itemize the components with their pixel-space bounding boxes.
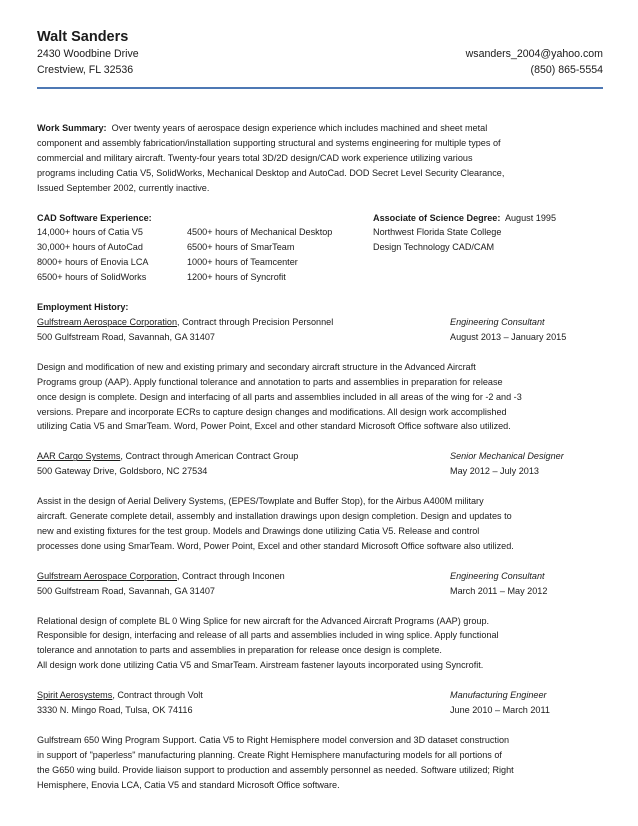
job-description-line: Relational design of complete BL 0 Wing Splice for new aircraft for the Advanced Aircraft Programs (AAP) group.	[37, 615, 490, 626]
company-address: 3330 N. Mingo Road, Tulsa, OK 74116	[37, 705, 193, 716]
cad-skill: 1000+ hours of Teamcenter	[187, 257, 298, 268]
job-description-line: in support of "paperless" manufacturing planning. Create Right Hemisphere manufacturing models for all portions of	[37, 749, 502, 760]
email-address[interactable]: wsanders_2004@yahoo.com	[465, 48, 603, 60]
company-link[interactable]: AAR Cargo Systems	[37, 451, 121, 462]
job-description-line: Hemisphere, Enovia LCA, Catia V5 and standard Microsoft Office software.	[37, 779, 340, 790]
cad-skill: 1200+ hours of Syncrofit	[187, 272, 286, 283]
job-description-line: new and existing fixtures for the test group. Models and Drawings done utilizing Catia V5. Release and control	[37, 525, 480, 536]
contract-info: , Contract through Precision Personnel	[177, 316, 334, 327]
contract-info: , Contract through American Contract Group	[120, 451, 299, 462]
job-entry	[37, 688, 603, 792]
company-address: 500 Gulfstream Road, Savannah, GA 31407	[37, 331, 215, 342]
resume-body	[37, 121, 603, 793]
job-description-line: tolerance and annotation to parts and assemblies in preparation for release once design is complete.	[37, 645, 442, 656]
job-dates: March 2011 – May 2012	[450, 585, 548, 596]
summary-line: commercial and military aircraft. Twenty-four years total 3D/2D design/CAD work experience utilizing various	[37, 152, 473, 163]
cad-experience-label: CAD Software Experience:	[37, 212, 152, 223]
cad-skill: 8000+ hours of Enovia LCA	[37, 257, 149, 268]
job-description-line: Programs group (AAP). Apply functional tolerance and annotation to parts and assemblies in preparation for release	[37, 376, 503, 387]
contract-info: , Contract through Volt	[112, 690, 203, 701]
job-description-line: utilizing Catia V5 and SmarTeam. Word, Power Point, Excel and other standard Microsoft Office software also utilized.	[37, 421, 511, 432]
degree-label: Associate of Science Degree:	[373, 212, 501, 223]
job-title: Engineering Consultant	[450, 316, 545, 327]
work-summary	[37, 121, 603, 196]
cad-skill: 4500+ hours of Mechanical Desktop	[187, 227, 333, 238]
company-address: 500 Gateway Drive, Goldsboro, NC 27534	[37, 466, 208, 477]
degree-school: Northwest Florida State College	[373, 227, 502, 238]
job-dates: August 2013 – January 2015	[450, 331, 567, 342]
contract-info: , Contract through Inconen	[177, 570, 285, 581]
cad-skill: 6500+ hours of SolidWorks	[37, 272, 147, 283]
company-link[interactable]: Spirit Aerosystems	[37, 690, 113, 701]
job-dates: June 2010 – March 2011	[450, 705, 550, 716]
cad-skill: 30,000+ hours of AutoCad	[37, 242, 143, 253]
job-entry	[37, 315, 603, 434]
employment-history-label: Employment History:	[37, 302, 129, 313]
address-line-1: 2430 Woodbine Drive	[37, 48, 139, 60]
job-description-line: once design is complete. Design and interfacing of all parts and assemblies included in all areas of the wing for -2 and -3	[37, 391, 522, 402]
job-title: Senior Mechanical Designer	[450, 451, 564, 462]
job-title: Manufacturing Engineer	[450, 690, 547, 701]
summary-line: programs including Catia V5, SolidWorks, Mechanical Desktop and AutoCad. DOD Secret Level Security Clearance,	[37, 167, 505, 178]
job-description-line: Responsible for design, interfacing and release of all parts and assemblies included in wing splice. Apply functional	[37, 630, 499, 641]
work-summary-label: Work Summary:	[37, 123, 107, 133]
degree-program: Design Technology CAD/CAM	[373, 242, 495, 253]
phone-number: (850) 865-5554	[530, 64, 603, 76]
cad-skill: 6500+ hours of SmarTeam	[187, 242, 295, 253]
address-line-2: Crestview, FL 32536	[37, 64, 134, 76]
header-divider	[37, 87, 603, 89]
job-entry	[37, 449, 603, 553]
company-link[interactable]: Gulfstream Aerospace Corporation	[37, 316, 178, 327]
contact-row-1	[37, 46, 603, 62]
degree-date: August 1995	[504, 212, 557, 223]
summary-line: Issued September 2002, currently inactive.	[37, 182, 210, 193]
summary-line: component and assembly fabrication/installation supporting structural and systems engineering for multiple types of	[37, 137, 501, 148]
company-address: 500 Gulfstream Road, Savannah, GA 31407	[37, 585, 215, 596]
resume-header	[37, 28, 603, 78]
job-description-line: Design and modification of new and existing primary and secondary aircraft structure in the Advanced Aircraft	[37, 361, 476, 372]
job-title: Engineering Consultant	[450, 570, 545, 581]
job-description-line: versions. Prepare and incorporate ECRs to capture design changes and modifications. All design work accomplished	[37, 406, 507, 417]
skills-and-education	[37, 211, 603, 286]
cad-skill: 14,000+ hours of Catia V5	[37, 227, 143, 238]
contact-row-2	[37, 62, 603, 78]
job-description-line: the G650 wing build. Provide liaison support to production and assembly personnel as needed. Software utilized; Right	[37, 764, 514, 775]
job-entry	[37, 569, 603, 673]
job-description-line: Assist in the design of Aerial Delivery Systems, (EPES/Towplate and Buffer Stop), for the Airbus A400M military	[37, 496, 484, 507]
candidate-name: Walt Sanders	[37, 29, 129, 45]
company-link[interactable]: Gulfstream Aerospace Corporation	[37, 570, 178, 581]
summary-line: Over twenty years of aerospace design experience which includes machined and sheet metal	[111, 123, 488, 133]
job-description-line: processes done using SmarTeam. Word, Power Point, Excel and other standard Microsoft Office software also utilized.	[37, 540, 514, 551]
job-dates: May 2012 – July 2013	[450, 466, 539, 477]
job-description-line: aircraft. Generate complete detail, assembly and installation drawings upon design completion. Design and updates to	[37, 511, 512, 522]
job-description-line: Gulfstream 650 Wing Program Support. Catia V5 to Right Hemisphere model conversion and 3D dataset construction	[37, 735, 510, 745]
job-description-line: All design work done utilizing Catia V5 and SmarTeam. Airstream fastener layouts incorporated using Syncrofit.	[37, 660, 484, 671]
